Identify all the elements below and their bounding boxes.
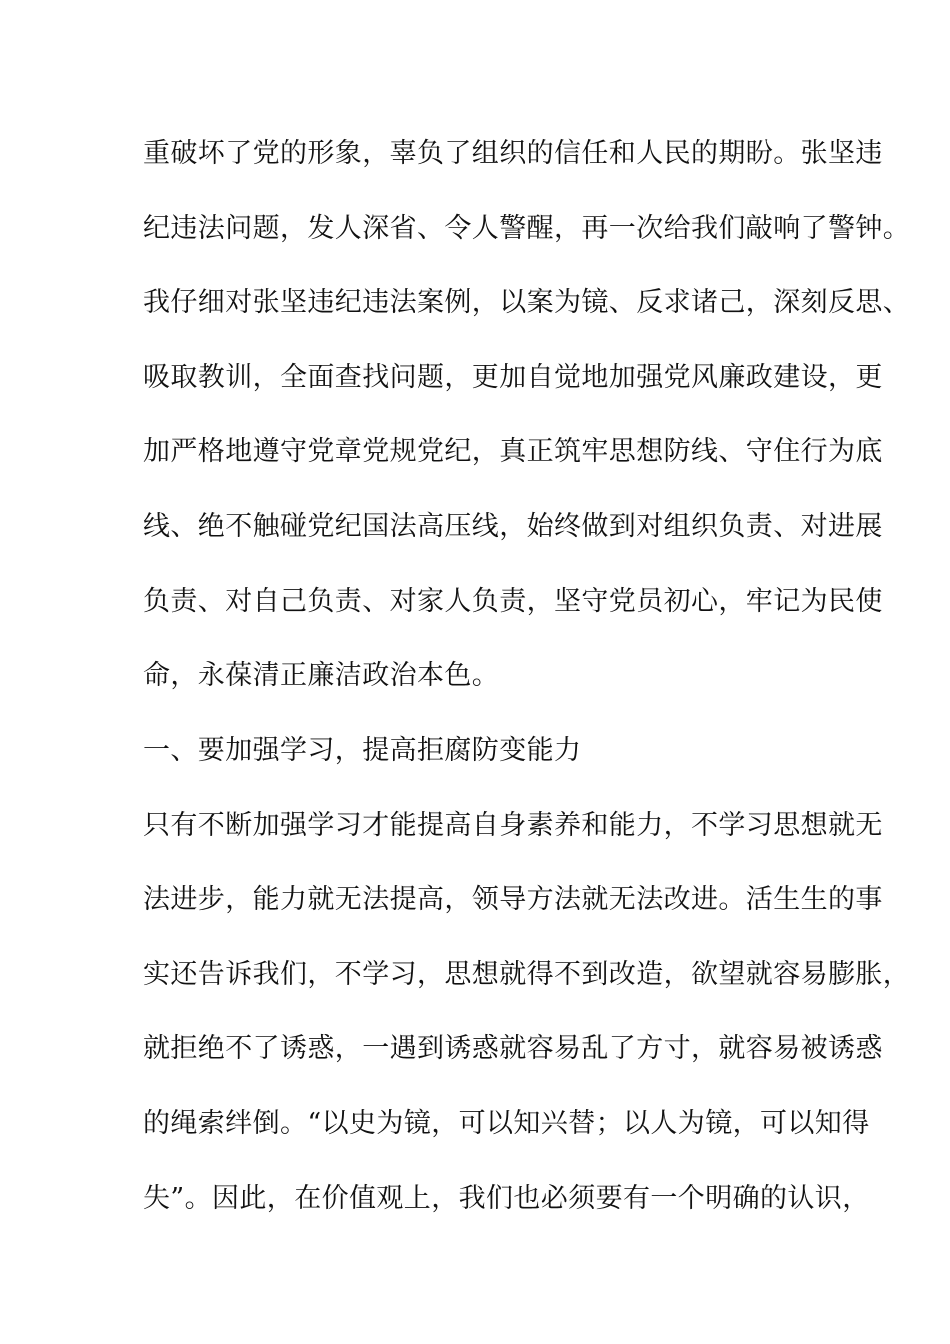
text-line: 实还告诉我们，不学习，思想就得不到改造，欲望就容易膨胀， xyxy=(143,959,911,990)
text-line: 纪违法问题，发人深省、令人警醒，再一次给我们敲响了警钟。 xyxy=(143,213,911,244)
text-line: 就拒绝不了诱惑，一遇到诱惑就容易乱了方寸，就容易被诱惑 xyxy=(143,1033,883,1064)
section-heading: 一、要加强学习，提高拒腐防变能力 xyxy=(143,735,582,766)
text-line: 加严格地遵守党章党规党纪，真正筑牢思想防线、守住行为底 xyxy=(143,436,883,467)
text-line: 我仔细对张坚违纪违法案例，以案为镜、反求诸己，深刻反思、 xyxy=(143,287,911,318)
text-line: 的绳索绊倒。“以史为镜，可以知兴替；以人为镜，可以知得 xyxy=(143,1108,870,1139)
text-line: 吸取教训，全面查找问题，更加自觉地加强党风廉政建设，更 xyxy=(143,362,883,393)
text-line: 失”。因此，在价值观上，我们也必须要有一个明确的认识， xyxy=(143,1183,870,1214)
text-line: 负责、对自己负责、对家人负责，坚守党员初心，牢记为民使 xyxy=(143,586,883,617)
text-line: 重破坏了党的形象，辜负了组织的信任和人民的期盼。张坚违 xyxy=(143,138,883,169)
text-line: 命，永葆清正廉洁政治本色。 xyxy=(143,660,500,691)
text-line: 法进步，能力就无法提高，领导方法就无法改进。活生生的事 xyxy=(143,884,883,915)
text-line: 只有不断加强学习才能提高自身素养和能力，不学习思想就无 xyxy=(143,810,883,841)
text-line: 线、绝不触碰党纪国法高压线，始终做到对组织负责、对进展 xyxy=(143,511,883,542)
